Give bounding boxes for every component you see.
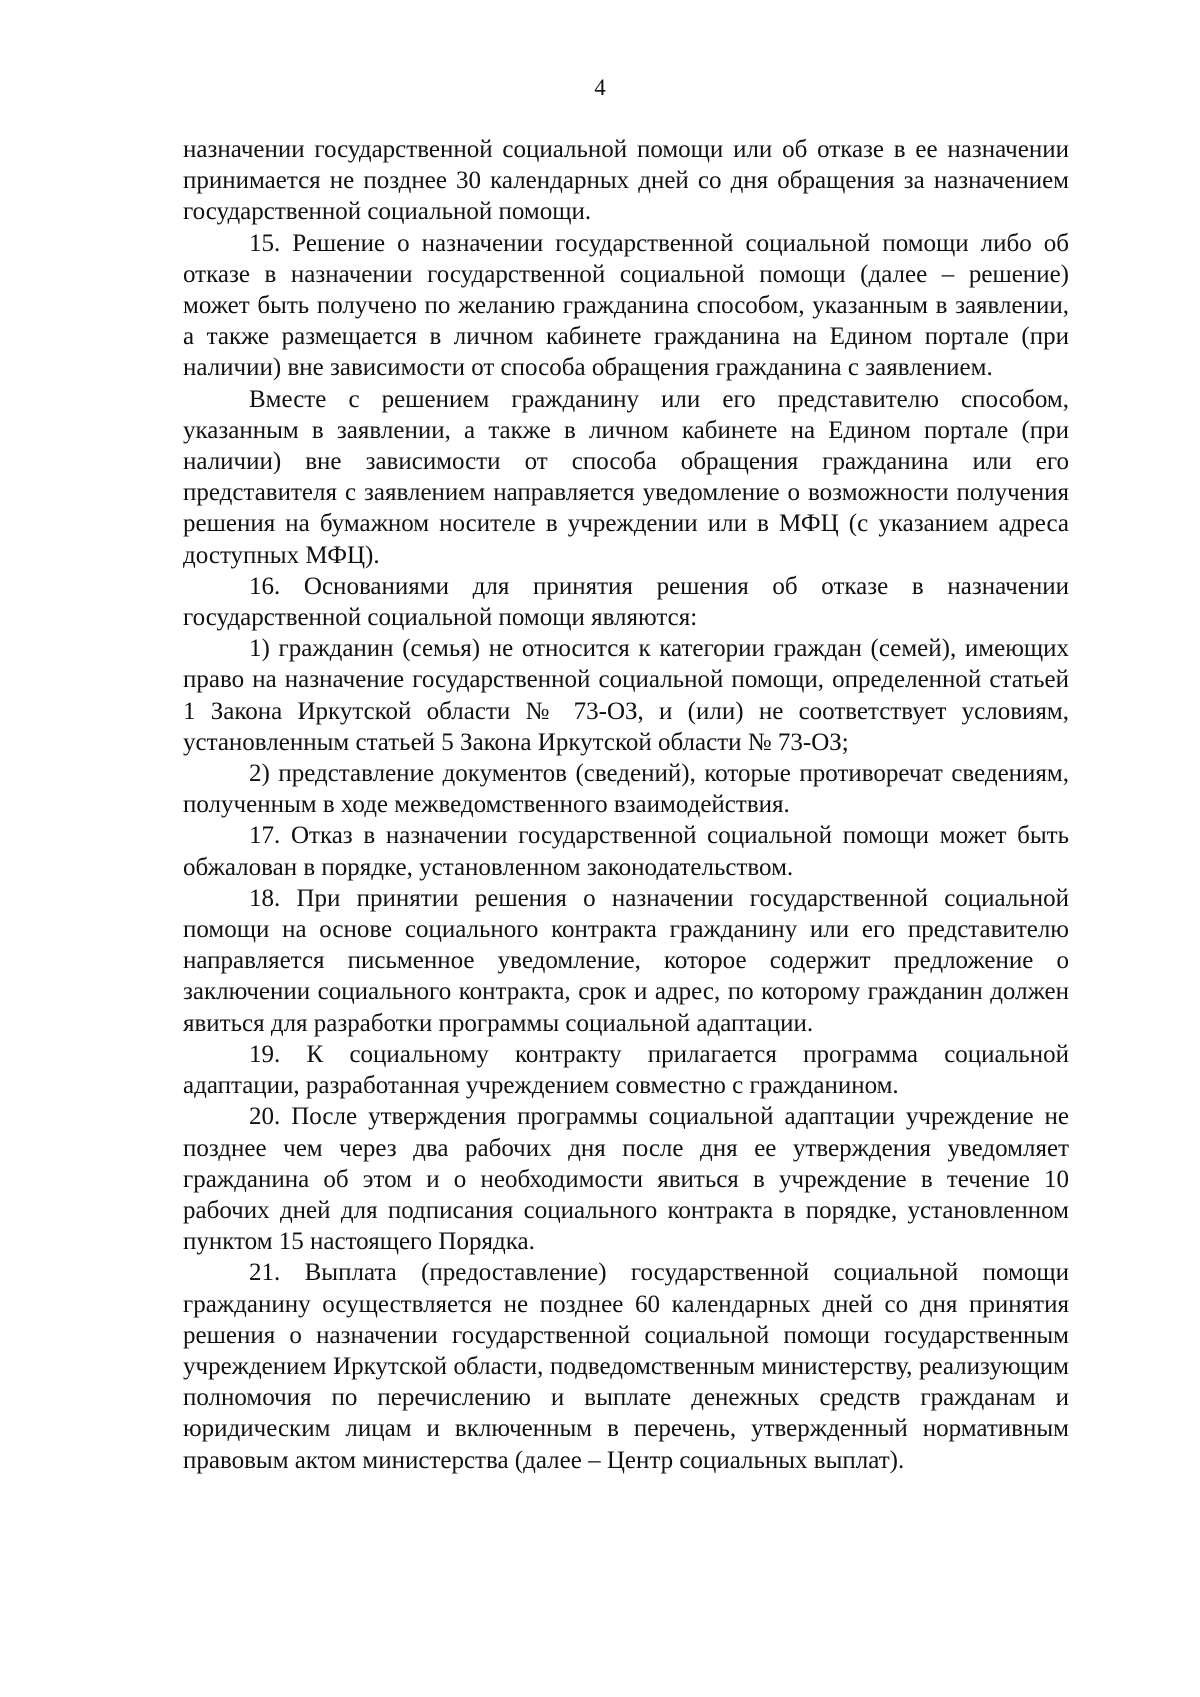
paragraph-item-18: 18. При принятии решения о назначении государственной социальной помощи на основе социального контракта гражданину или его представителю направляется письменное уведомление, которое содержит предложение о заключении социального контракта, срок и адрес, по которому гражданин должен явиться для разработки программы социальной адаптации. xyxy=(183,884,1069,1037)
paragraph-continuation: назначении государственной социальной помощи или об отказе в ее назначении принимается не позднее 30 календарных дней со дня обращения за назначением государственной социальной помощи. xyxy=(183,136,1069,226)
paragraph-item-17: 17. Отказ в назначении государственной социальной помощи может быть обжалован в порядке, установленном законодательством. xyxy=(183,822,1069,881)
paragraph-item-19: 19. К социальному контракту прилагается программа социальной адаптации, разработанная учреждением совместно с гражданином. xyxy=(183,1040,1069,1100)
paragraph-item-21: 21. Выплата (предоставление) государственной социальной помощи гражданину осуществляется не позднее 60 календарных дней со дня принятия решения о назначении государственной социальной помощи государственным учреждением Иркутской области, подведомственным министерству, реализующим полномочия по перечислению и выплате денежных средств гражданам и юридическим лицам и включенным в перечень, утвержденный нормативным правовым актом министерства (далее – Центр социальных выплат). xyxy=(183,1259,1069,1474)
paragraph-item-16-2: 2) представление документов (сведений), которые противоречат сведениям, полученным в ходе межведомственного взаимодействия. xyxy=(183,760,1069,819)
document-body xyxy=(183,134,1069,1476)
paragraph-item-20: 20. После утверждения программы социальной адаптации учреждение не позднее чем через два рабочих дня после дня ее утверждения уведомляет гражданина об этом и о необходимости явиться в учреждение в течение 10 рабочих дней для подписания социального контракта в порядке, установленном пунктом 15 настоящего Порядка. xyxy=(183,1103,1069,1256)
paragraph-item-15-notice: Вместе с решением гражданину или его представителю способом, указанным в заявлении, а также в личном кабинете на Едином портале (при наличии) вне зависимости от способа обращения гражданина или его представителя с заявлением направляется уведомление о возможности получения решения на бумажном носителе в учреждении или в МФЦ (с указанием адреса доступных МФЦ). xyxy=(183,385,1069,569)
page-number: 4 xyxy=(594,75,606,100)
paragraph-item-16-1: 1) гражданин (семья) не относится к категории граждан (семей), имеющих право на назначение государственной социальной помощи, определенной статьей 1 Закона Иркутской области № 73-ОЗ, и (или) не соответствует условиям, установленным статьей 5 Закона Иркутской области № 73-ОЗ; xyxy=(183,635,1069,756)
paragraph-item-16: 16. Основаниями для принятия решения об отказе в назначении государственной социальной помощи являются: xyxy=(183,572,1069,632)
paragraph-item-15: 15. Решение о назначении государственной социальной помощи либо об отказе в назначении государственной социальной помощи (далее – решение) может быть получено по желанию гражданина способом, указанным в заявлении, а также размещается в личном кабинете гражданина на Едином портале (при наличии) вне зависимости от способа обращения гражданина с заявлением. xyxy=(183,229,1069,382)
